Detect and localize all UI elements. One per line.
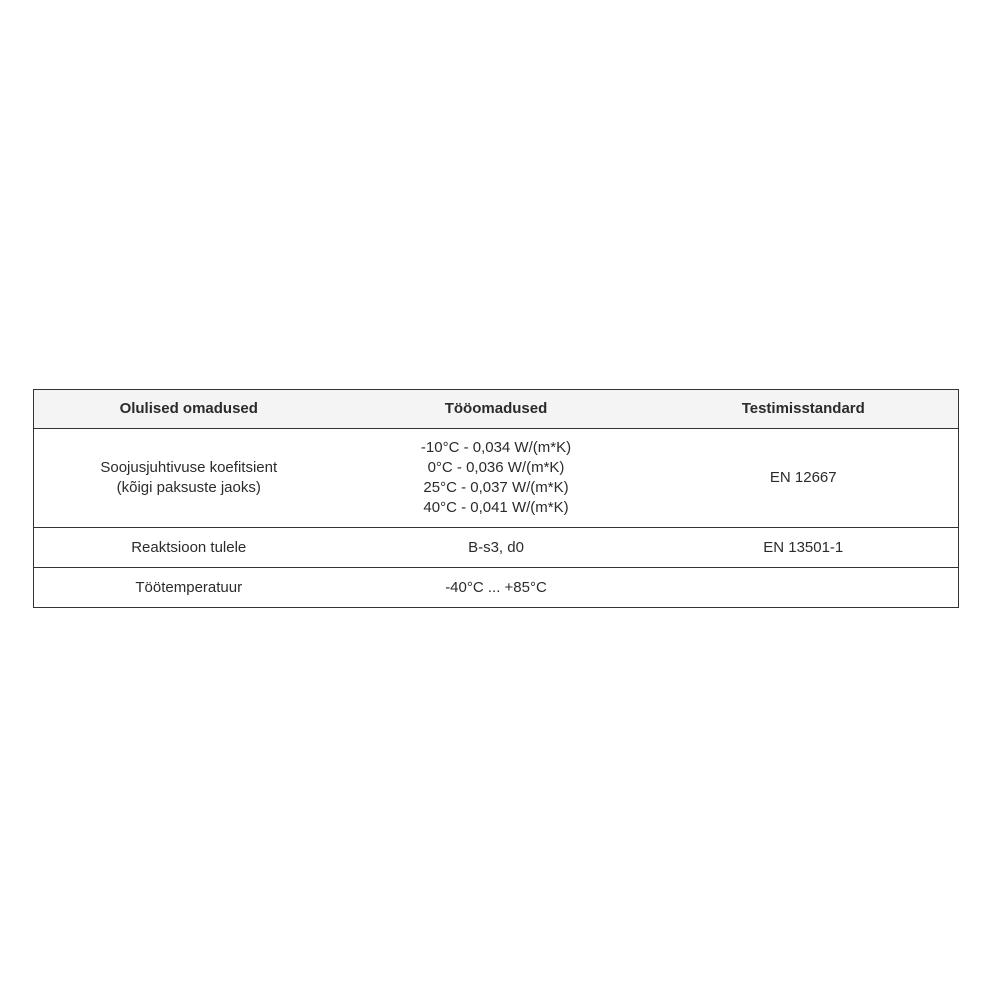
performance-line: 0°C - 0,036 W/(m*K) <box>427 459 565 476</box>
cell-property: Reaktsioon tulele <box>34 528 344 568</box>
header-essential-properties: Olulised omadused <box>34 390 344 429</box>
cell-standard: EN 13501-1 <box>649 528 959 568</box>
header-test-standard: Testimisstandard <box>649 390 959 429</box>
properties-table <box>33 389 959 608</box>
table-row-fire-reaction <box>34 528 959 568</box>
table-row-operating-temperature <box>34 568 959 608</box>
performance-line: 40°C - 0,041 W/(m*K) <box>423 499 569 516</box>
cell-standard: EN 12667 <box>649 429 959 528</box>
property-line: (kõigi paksuste jaoks) <box>116 479 261 496</box>
cell-property <box>34 429 344 528</box>
header-performance: Tööomadused <box>344 390 649 429</box>
table-header-row <box>34 390 959 429</box>
performance-line: 25°C - 0,037 W/(m*K) <box>423 479 569 496</box>
property-line: Soojusjuhtivuse koefitsient <box>100 459 278 476</box>
cell-standard <box>649 568 959 608</box>
cell-performance: B-s3, d0 <box>344 528 649 568</box>
table-row-thermal-conductivity <box>34 429 959 528</box>
cell-performance: -40°C ... +85°C <box>344 568 649 608</box>
cell-property: Töötemperatuur <box>34 568 344 608</box>
performance-line: -10°C - 0,034 W/(m*K) <box>420 439 572 456</box>
cell-performance <box>344 429 649 528</box>
